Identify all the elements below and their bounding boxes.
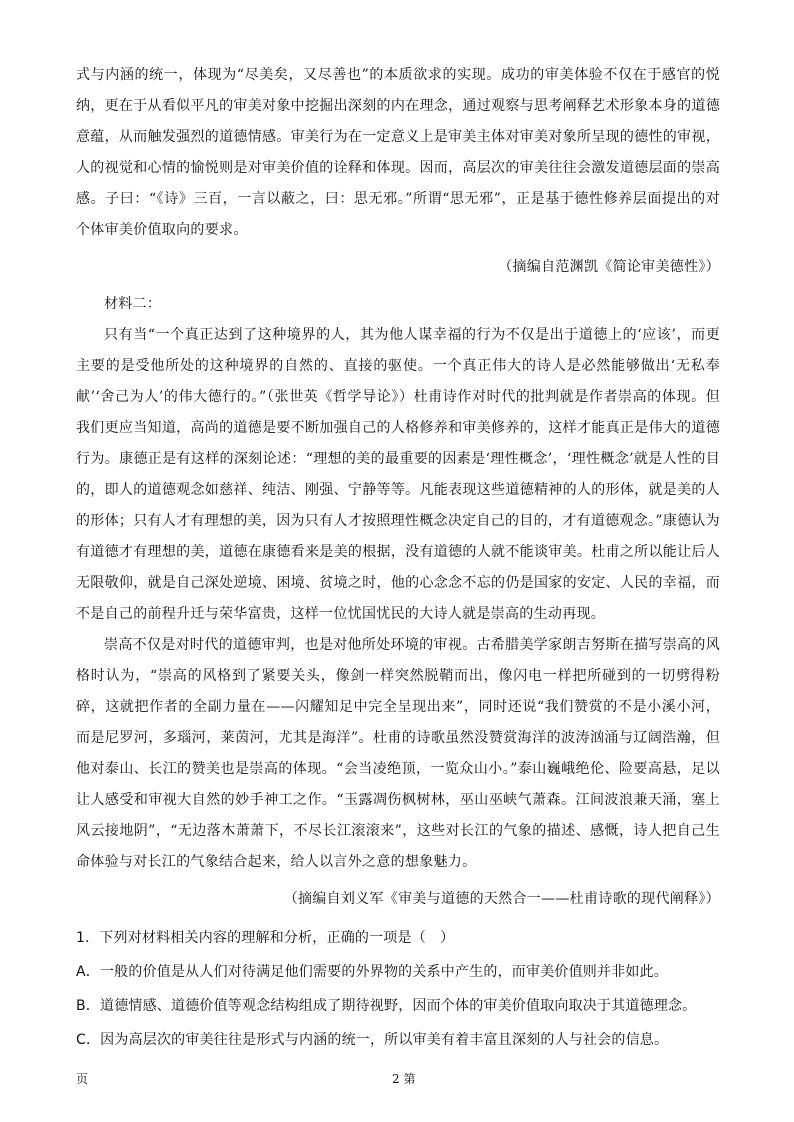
material2-paragraph-1: 只有当“一个真正达到了这种境界的人，其为他人谋幸福的行为不仅是出于道德上的‘应该’，而更主要的是受他所处的这种境界的自然的、直接的驱使。一个真正伟大的诗人是必然能够做出‘无私奉献’‘舍己为人’的伟大德行的。”（张世英《哲学导论》）杜甫诗作对时代的批判就是作者崇高的体现。但我们更应当知道，高尚的道德是要不断加强自己的人格修养和审美修养的，这样才能真正是伟大的道德行为。康德正是有这样的深刻论述：“理想的美的最重要的因素是‘理性概念’，‘理性概念’就是人性的目的，即人的道德观念如慈祥、纯洁、刚强、宁静等等。凡能表现这些道德精神的人的形体，就是美的人的形体；只有人才有理想的美，因为只有人才按照理性概念决定自己的目的，才有道德观念。”康德认为有道德才有理想的美，道德在康德看来是美的根据，没有道德的人就不能谈审美。杜甫之所以能让后人无限敬仰，就是自己深处逆境、困境、贫境之时，他的心念念不忘的仍是国家的安定、人民的幸福，而不是自己的前程升迁与荣华富贵，这样一位忧国忧民的大诗人就是崇高的生动再现。 bbox=[76, 327, 720, 622]
question-1-stem: 1．下列对材料相关内容的理解和分析，正确的一项是（ ） bbox=[76, 930, 455, 946]
page-number: 2 第 bbox=[392, 1072, 416, 1086]
material2-source: （摘编自刘义军《审美与道德的天然合一——杜甫诗歌的现代阐释》） bbox=[283, 891, 720, 907]
question-1-option-c: C．因为高层次的审美往往是形式与内涵的统一，所以审美有着丰富且深刻的人与社会的信息。 bbox=[76, 1032, 669, 1048]
question-1-option-b: B．道德情感、道德价值等观念结构组成了期待视野，因而个体的审美价值取向取决于其道德理念。 bbox=[76, 998, 697, 1014]
page-content bbox=[76, 60, 720, 1057]
page-footer bbox=[76, 1070, 720, 1090]
material2-paragraph-2: 崇高不仅是对时代的道德审判，也是对他所处环境的审视。古希腊美学家朗吉努斯在描写崇高的风格时认为，“崇高的风格到了紧要关头，像剑一样突然脱鞘而出，像闪电一样把所碰到的一切劈得粉碎，这就把作者的全副力量在——闪耀知足中完全呈现出来”，同时还说“我们赞赏的不是小溪小河，而是尼罗河，多瑙河，莱茵河，尤其是海洋”。杜甫的诗歌虽然没赞赏海洋的波涛汹涌与辽阔浩瀚，但他对泰山、长江的赞美也是崇高的体现。“会当凌绝顶，一览众山小。”泰山巍峨绝伦、险要高悬，足以让人感受和审视大自然的妙手神工之作。“玉露凋伤枫树林，巫山巫峡气萧森。江间波浪兼天涌，塞上风云接地阴”，“无边落木萧萧下，不尽长江滚滚来”，这些对长江的气象的描述、感慨，诗人把自己生命体验与对长江的气象结合起来，给人以言外之意的想象魅力。 bbox=[76, 637, 720, 870]
footer-left: 页 bbox=[76, 1072, 89, 1086]
material2-label: 材料二： bbox=[104, 296, 162, 312]
material1-paragraph-tail: 式与内涵的统一，体现为“尽美矣，又尽善也”的本质欲求的实现。成功的审美体验不仅在于感官的悦纳，更在于从看似平凡的审美对象中挖掘出深刻的内在理念，通过观察与思考阐释艺术形象本身的道德意蕴，从而触发强烈的道德情感。审美行为在一定意义上是审美主体对审美对象所呈现的德性的审视，人的视觉和心情的愉悦则是对审美价值的诠释和体现。因而，高层次的审美往往会激发道德层面的崇高感。子曰：“《诗》三百，一言以蔽之，曰：思无邪。”所谓“思无邪”，正是基于德性修养层面提出的对个体审美价值取向的要求。 bbox=[76, 67, 720, 238]
material1-source: （摘编自范渊凯《简论审美德性》） bbox=[498, 259, 720, 275]
question-1-option-a: A．一般的价值是从人们对待满足他们需要的外界物的关系中产生的，而审美价值则并非如此。 bbox=[76, 964, 668, 980]
